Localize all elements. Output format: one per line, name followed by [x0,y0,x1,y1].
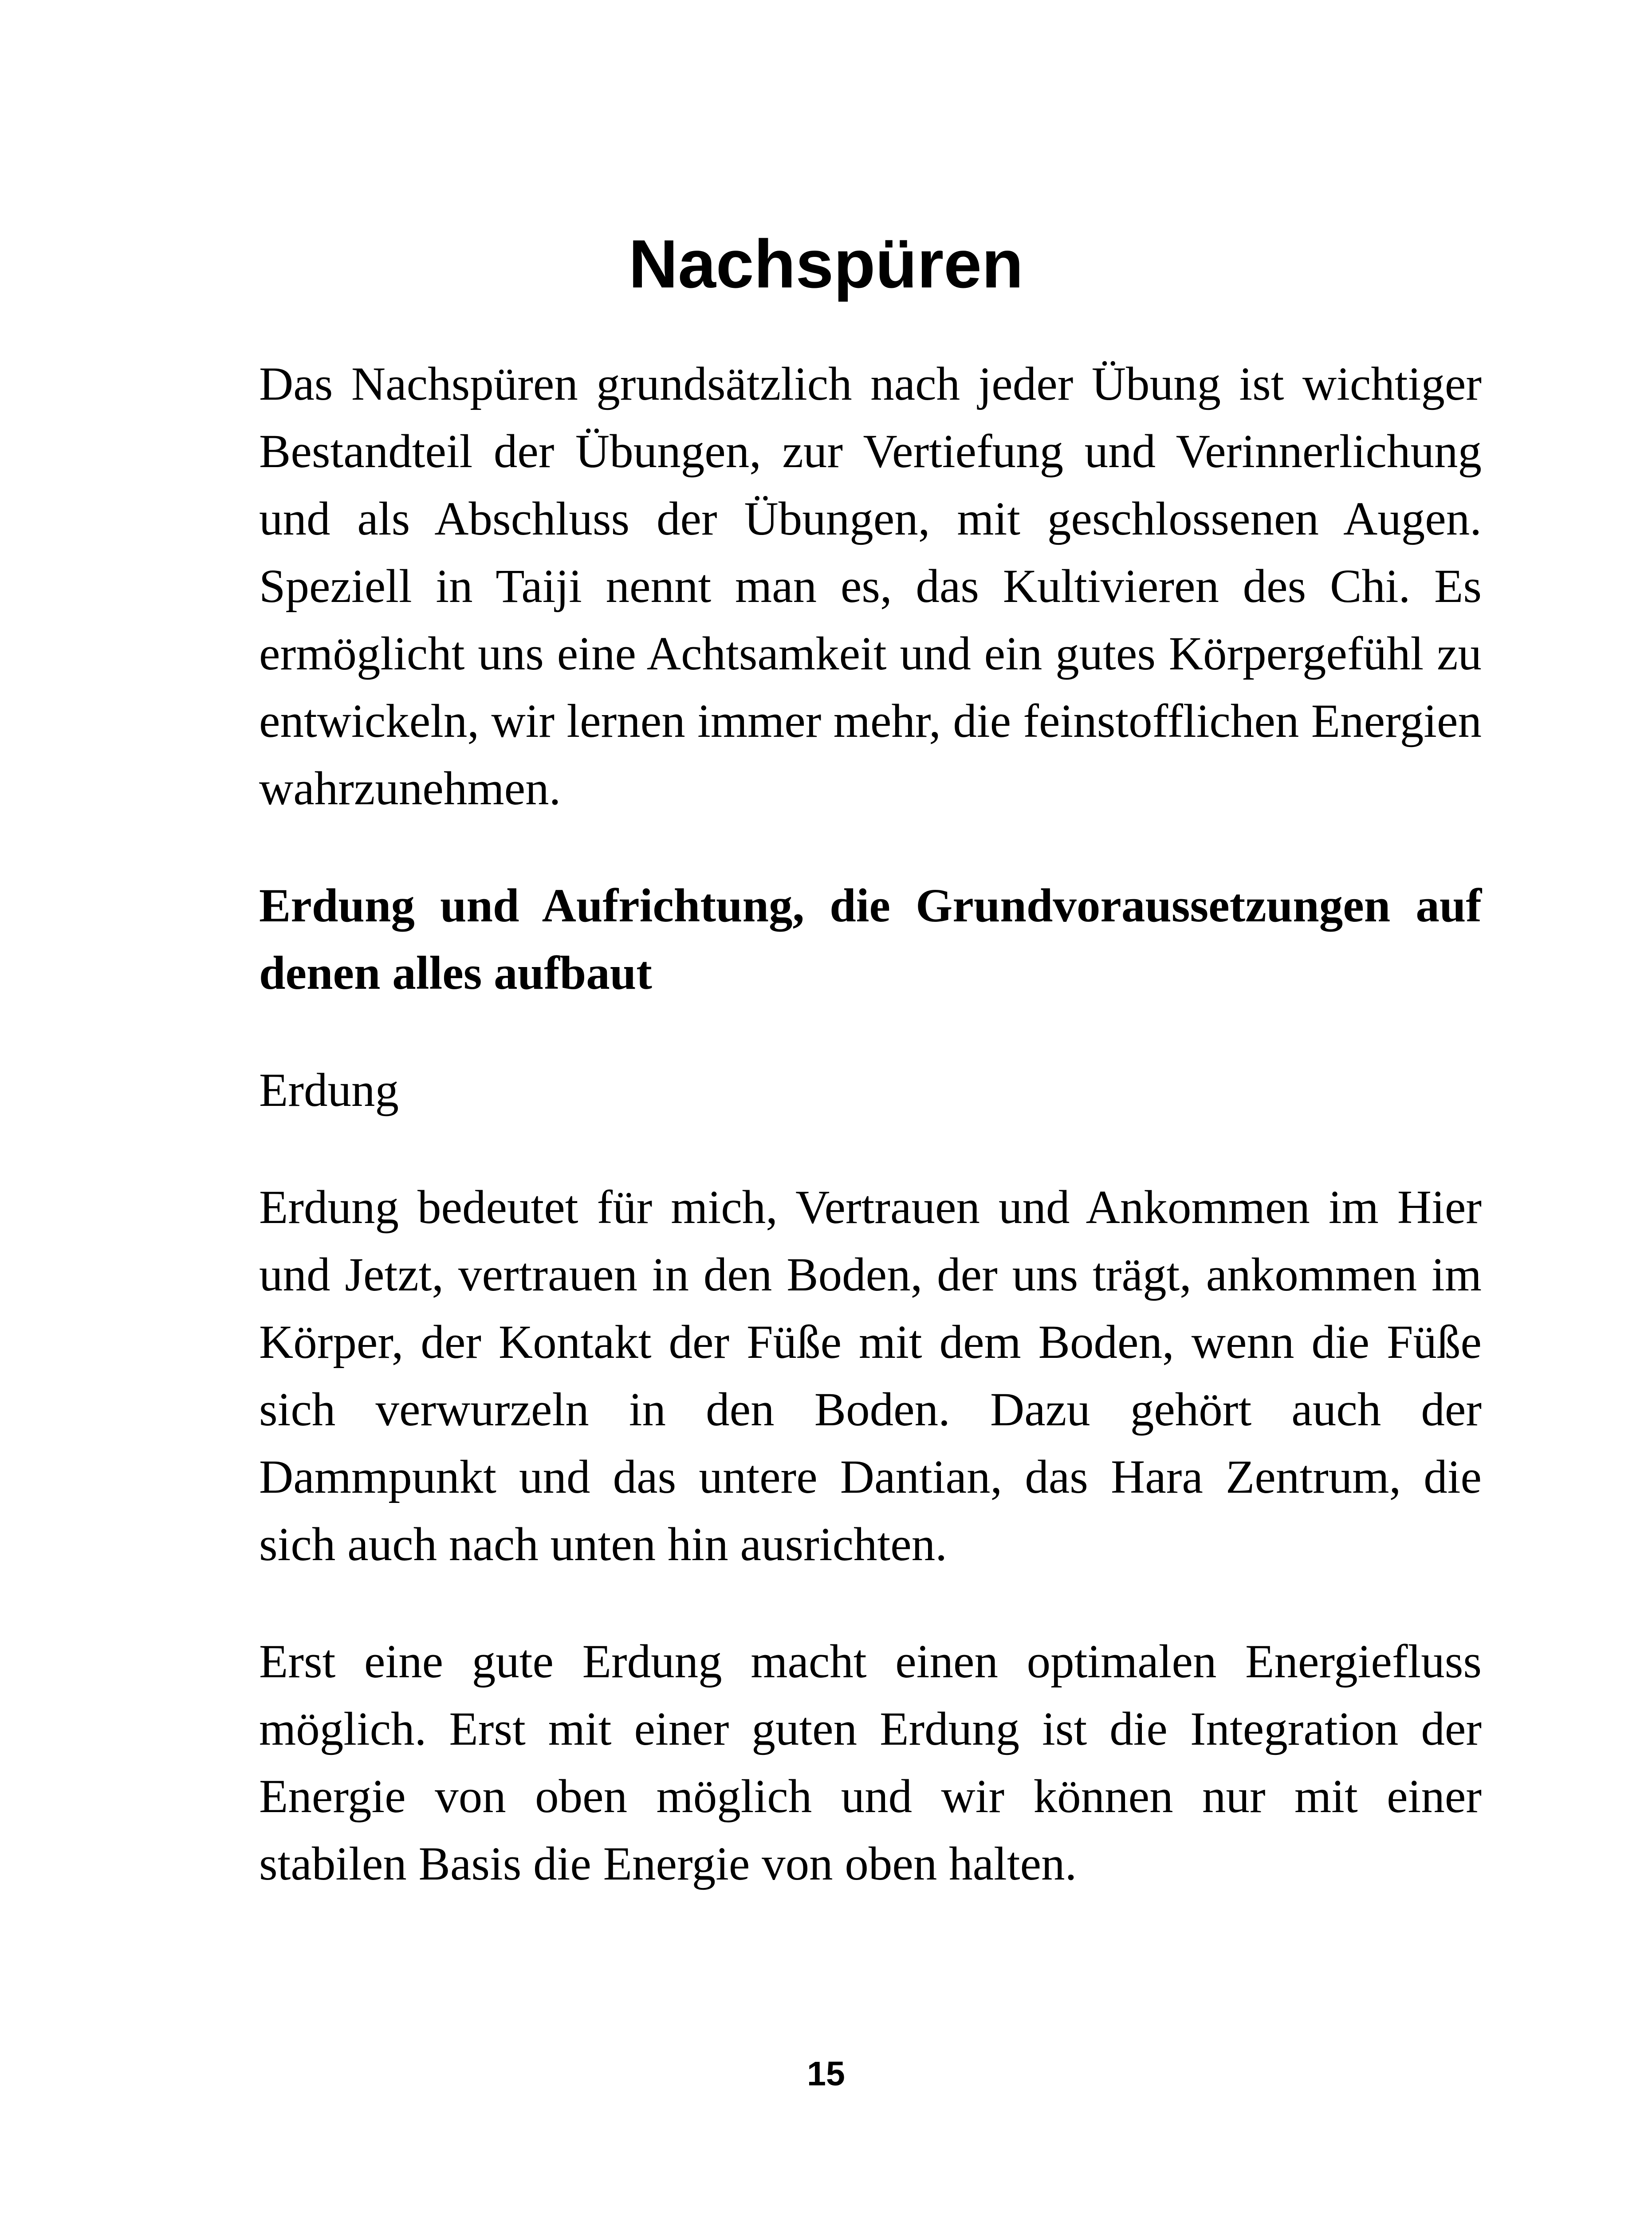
intro-paragraph: Das Nachspüren grundsätzlich nach jeder Übung ist wichtiger Bestandteil der Übungen, zur Vertiefung und Verinnerlichung und als Abschluss der Übungen, mit geschlossenen Augen. Speziell in Taiji nennt man es, das Kultivieren des Chi. Es ermöglicht uns eine Achtsamkeit und ein gutes Körpergefühl zu entwickeln, wir lernen immer mehr, die feinstofflichen Energien wahrzunehmen. [259,358,1482,815]
erdung-paragraph: Erdung bedeutet für mich, Vertrauen und Ankommen im Hier und Jetzt, vertrauen in den Boden, der uns trägt, ankommen im Körper, der Kontakt der Füße mit dem Boden, wenn die Füße sich verwurzeln in den Boden. Dazu gehört auch der Dammpunkt und das untere Dantian, das Hara Zentrum, die sich auch nach unten hin ausrichten. [259,1181,1482,1571]
page-number: 15 [807,2055,845,2093]
section-label: Erdung [259,1064,399,1117]
energie-paragraph: Erst eine gute Erdung macht einen optimalen Energiefluss möglich. Erst mit einer guten Erdung ist die Integration der Energie von oben möglich und wir können nur mit einer stabilen Basis die Energie von oben halten. [259,1636,1482,1890]
section-subheading: Erdung und Aufrichtung, die Grundvoraussetzungen auf denen alles aufbaut [259,880,1482,999]
page-body [259,350,1482,1898]
page-title: Nachspüren [628,226,1023,302]
